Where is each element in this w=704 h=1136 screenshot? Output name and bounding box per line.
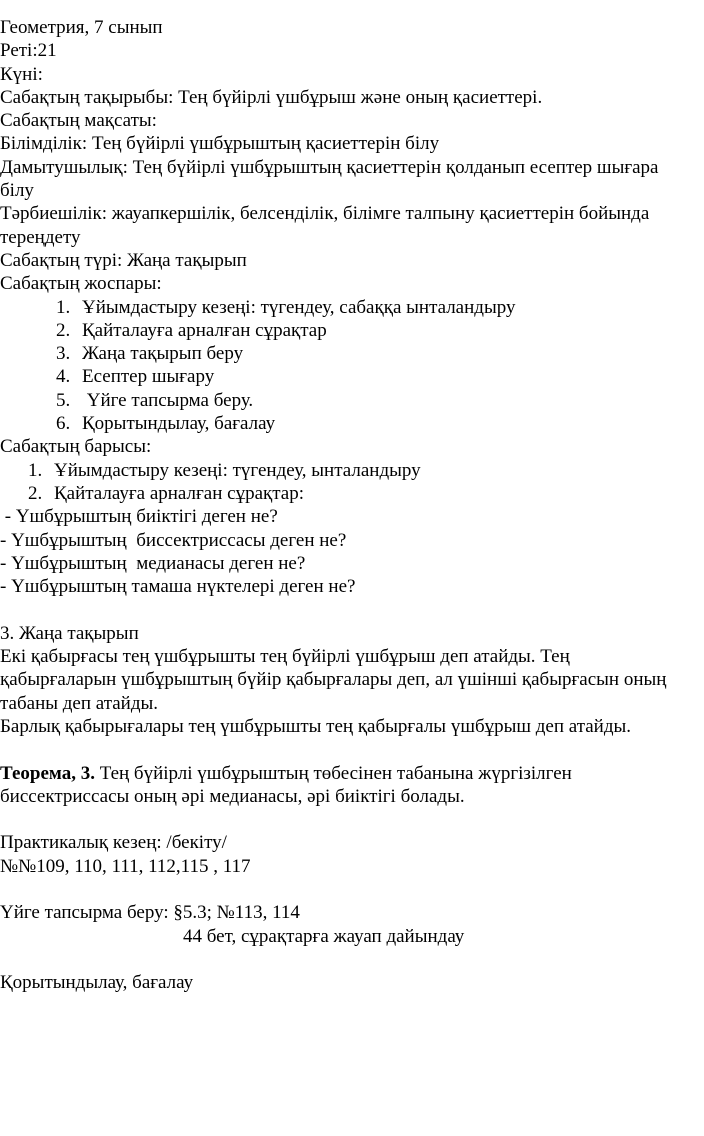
question-item: - Үшбұрыштың тамаша нүктелері деген не? <box>0 576 356 598</box>
goal-upbringing-line-1: Тәрбиешілік: жауапкершілік, белсенділік, білімге талпыну қасиеттерін бойында <box>0 203 650 225</box>
progress-item: 1. Ұйымдастыру кезеңі: түгендеу, ынталандыру <box>28 459 421 481</box>
theorem-label: Теорема, 3. <box>0 762 95 784</box>
goal-upbringing-line-2: тереңдету <box>0 226 81 248</box>
homework-line-1: Үйге тапсырма беру: §5.3; №113, 114 <box>0 902 300 924</box>
topic-line: Сабақтың тақырыбы: Тең бүйірлі үшбұрыш және оның қасиеттері. <box>0 86 543 108</box>
spacer <box>0 808 704 831</box>
review-questions <box>0 505 704 598</box>
goal-educational: Білімділік: Тең бүйірлі үшбұрыштың қасиеттерін білу <box>0 133 440 155</box>
date-line: Күні: <box>0 63 43 85</box>
new-topic-text-line-1: Екі қабырғасы тең үшбұрышты тең бүйірлі үшбұрыш деп атайды. Тең <box>0 646 570 668</box>
spacer <box>0 738 704 761</box>
plan-item: 6. Қорытындылау, бағалау <box>56 413 276 435</box>
practice-tasks: №№109, 110, 111, 112,115 , 117 <box>0 855 251 877</box>
new-topic-definition: Барлық қабырығалары тең үшбұрышты тең қабырғалы үшбұрыш деп атайды. <box>0 715 632 737</box>
plan-list <box>0 296 704 436</box>
theorem-line-2: биссектриссасы оның әрі медианасы, әрі биіктігі болады. <box>0 785 465 807</box>
order-line: Реті:21 <box>0 40 57 62</box>
new-topic-title: 3. Жаңа тақырып <box>0 622 139 644</box>
spacer <box>0 948 704 971</box>
lesson-plan-document <box>0 16 704 994</box>
summary-line: Қорытындылау, бағалау <box>0 972 194 994</box>
progress-item: 2. Қайталауға арналған сұрақтар: <box>28 482 305 504</box>
goal-developmental-line-1: Дамытушылық: Тең бүйірлі үшбұрыштың қасиеттерін қолданып есептер шығара <box>0 156 659 178</box>
plan-item: 3. Жаңа тақырып беру <box>56 343 244 365</box>
lesson-type: Сабақтың түрі: Жаңа тақырып <box>0 249 247 271</box>
plan-item: 4. Есептер шығару <box>56 366 215 388</box>
goals-title: Сабақтың мақсаты: <box>0 110 157 132</box>
subject-line: Геометрия, 7 сынып <box>0 17 163 38</box>
theorem-line-1: Теорема, 3. Тең бүйірлі үшбұрыштың төбесінен табанына жүргізілген <box>0 762 572 784</box>
plan-title: Сабақтың жоспары: <box>0 273 162 295</box>
goal-developmental-line-2: білу <box>0 180 34 202</box>
plan-item: 1. Ұйымдастыру кезеңі: түгендеу, сабаққа ынталандыру <box>56 296 516 318</box>
spacer <box>0 878 704 901</box>
new-topic-text-line-2: қабырғаларын үшбұрыштың бүйір қабырғалары деп, ал үшінші қабырғасын оның <box>0 669 667 691</box>
practice-title: Практикалық кезең: /бекіту/ <box>0 832 227 854</box>
new-topic-text-line-3: табаны деп атайды. <box>0 692 159 714</box>
progress-list <box>0 459 704 506</box>
plan-item: 5. Үйге тапсырма беру. <box>56 389 254 411</box>
spacer <box>0 598 704 621</box>
homework-line-2: 44 бет, сұрақтарға жауап дайындау <box>183 925 465 947</box>
plan-item: 2. Қайталауға арналған сұрақтар <box>56 319 327 341</box>
progress-title: Сабақтың барысы: <box>0 436 152 458</box>
question-item: - Үшбұрыштың медианасы деген не? <box>0 552 306 574</box>
question-item: - Үшбұрыштың биссектриссасы деген не? <box>0 529 347 551</box>
question-item: - Үшбұрыштың биіктігі деген не? <box>0 506 278 528</box>
